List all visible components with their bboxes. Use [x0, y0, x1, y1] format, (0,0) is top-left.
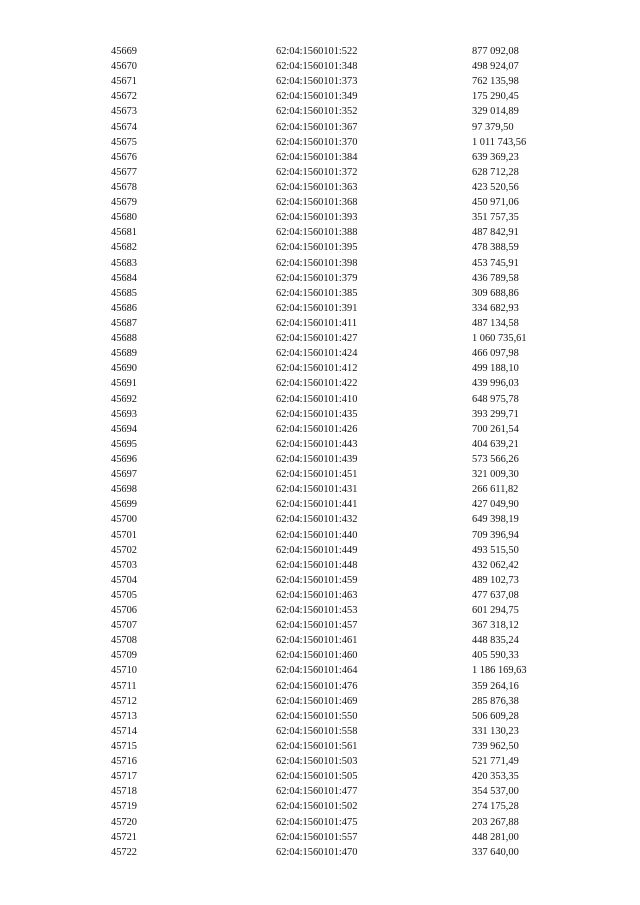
- cadastral-value: 628 712,28: [472, 166, 519, 178]
- cadastral-number: 62:04:1560101:550: [276, 710, 358, 722]
- cadastral-value: 448 281,00: [472, 831, 519, 843]
- table-row: [0, 618, 640, 633]
- row-number: 45720: [111, 816, 137, 828]
- cadastral-value: 487 842,91: [472, 227, 519, 239]
- table-row: [0, 376, 640, 391]
- cadastral-number: 62:04:1560101:476: [276, 680, 358, 692]
- cadastral-value: 493 515,50: [472, 544, 519, 556]
- row-number: 45705: [111, 589, 137, 601]
- cadastral-number: 62:04:1560101:363: [276, 181, 358, 193]
- cadastral-number: 62:04:1560101:449: [276, 544, 358, 556]
- cadastral-number: 62:04:1560101:441: [276, 499, 358, 511]
- cadastral-number: 62:04:1560101:460: [276, 650, 358, 662]
- cadastral-number: 62:04:1560101:349: [276, 91, 358, 103]
- cadastral-number: 62:04:1560101:459: [276, 574, 358, 586]
- table-row: [0, 165, 640, 180]
- cadastral-number: 62:04:1560101:352: [276, 106, 358, 118]
- table-row: [0, 497, 640, 512]
- table-row: [0, 392, 640, 407]
- cadastral-value: 639 369,23: [472, 151, 519, 163]
- cadastral-number: 62:04:1560101:440: [276, 529, 358, 541]
- cadastral-value: 393 299,71: [472, 408, 519, 420]
- row-number: 45687: [111, 317, 137, 329]
- row-number: 45679: [111, 197, 137, 209]
- table-row: [0, 769, 640, 784]
- cadastral-number: 62:04:1560101:412: [276, 363, 358, 375]
- row-number: 45689: [111, 348, 137, 360]
- row-number: 45703: [111, 559, 137, 571]
- row-number: 45719: [111, 801, 137, 813]
- cadastral-number: 62:04:1560101:431: [276, 484, 358, 496]
- row-number: 45688: [111, 333, 137, 345]
- table-row: [0, 633, 640, 648]
- cadastral-value: 423 520,56: [472, 181, 519, 193]
- table-row: [0, 452, 640, 467]
- row-number: 45707: [111, 620, 137, 632]
- cadastral-value: 499 188,10: [472, 363, 519, 375]
- table-row: [0, 89, 640, 104]
- cadastral-number: 62:04:1560101:561: [276, 741, 358, 753]
- table-row: [0, 784, 640, 799]
- cadastral-number: 62:04:1560101:522: [276, 46, 358, 57]
- cadastral-number: 62:04:1560101:385: [276, 287, 358, 299]
- cadastral-value: 487 134,58: [472, 317, 519, 329]
- data-table: [0, 44, 640, 860]
- cadastral-value: 175 290,45: [472, 91, 519, 103]
- cadastral-number: 62:04:1560101:464: [276, 665, 358, 677]
- cadastral-number: 62:04:1560101:461: [276, 635, 358, 647]
- row-number: 45722: [111, 846, 137, 858]
- cadastral-number: 62:04:1560101:502: [276, 801, 358, 813]
- table-row: [0, 120, 640, 135]
- table-row: [0, 316, 640, 331]
- cadastral-number: 62:04:1560101:410: [276, 393, 358, 405]
- cadastral-value: 432 062,42: [472, 559, 519, 571]
- row-number: 45701: [111, 529, 137, 541]
- table-row: [0, 210, 640, 225]
- cadastral-number: 62:04:1560101:367: [276, 121, 358, 133]
- cadastral-number: 62:04:1560101:391: [276, 302, 358, 314]
- cadastral-number: 62:04:1560101:398: [276, 257, 358, 269]
- cadastral-value: 477 637,08: [472, 589, 519, 601]
- table-row: [0, 59, 640, 74]
- cadastral-number: 62:04:1560101:463: [276, 589, 358, 601]
- table-row: [0, 543, 640, 558]
- cadastral-value: 762 135,98: [472, 76, 519, 88]
- cadastral-number: 62:04:1560101:439: [276, 453, 358, 465]
- cadastral-value: 367 318,12: [472, 620, 519, 632]
- table-row: [0, 482, 640, 497]
- row-number: 45721: [111, 831, 137, 843]
- row-number: 45694: [111, 423, 137, 435]
- table-row: [0, 346, 640, 361]
- table-row: [0, 150, 640, 165]
- cadastral-value: 521 771,49: [472, 756, 519, 768]
- row-number: 45681: [111, 227, 137, 239]
- row-number: 45717: [111, 771, 137, 783]
- cadastral-value: 648 975,78: [472, 393, 519, 405]
- cadastral-value: 1 060 735,61: [472, 333, 527, 345]
- row-number: 45686: [111, 302, 137, 314]
- row-number: 45714: [111, 725, 137, 737]
- cadastral-value: 1 186 169,63: [472, 665, 527, 677]
- table-row: [0, 407, 640, 422]
- cadastral-value: 739 962,50: [472, 741, 519, 753]
- cadastral-number: 62:04:1560101:435: [276, 408, 358, 420]
- cadastral-number: 62:04:1560101:384: [276, 151, 358, 163]
- cadastral-number: 62:04:1560101:395: [276, 242, 358, 254]
- row-number: 45670: [111, 61, 137, 73]
- cadastral-value: 337 640,00: [472, 846, 519, 858]
- cadastral-number: 62:04:1560101:557: [276, 831, 358, 843]
- cadastral-value: 700 261,54: [472, 423, 519, 435]
- cadastral-number: 62:04:1560101:503: [276, 756, 358, 768]
- cadastral-value: 436 789,58: [472, 272, 519, 284]
- cadastral-value: 285 876,38: [472, 695, 519, 707]
- row-number: 45697: [111, 469, 137, 481]
- cadastral-value: 649 398,19: [472, 514, 519, 526]
- cadastral-value: 427 049,90: [472, 499, 519, 511]
- table-row: [0, 573, 640, 588]
- cadastral-value: 448 835,24: [472, 635, 519, 647]
- table-row: [0, 271, 640, 286]
- row-number: 45675: [111, 136, 137, 148]
- cadastral-value: 331 130,23: [472, 725, 519, 737]
- cadastral-number: 62:04:1560101:457: [276, 620, 358, 632]
- row-number: 45708: [111, 635, 137, 647]
- row-number: 45710: [111, 665, 137, 677]
- row-number: 45676: [111, 151, 137, 163]
- table-row: [0, 361, 640, 376]
- cadastral-value: 404 639,21: [472, 438, 519, 450]
- table-row: [0, 240, 640, 255]
- cadastral-value: 478 388,59: [472, 242, 519, 254]
- table-row: [0, 180, 640, 195]
- cadastral-value: 321 009,30: [472, 469, 519, 481]
- cadastral-number: 62:04:1560101:388: [276, 227, 358, 239]
- cadastral-number: 62:04:1560101:422: [276, 378, 358, 390]
- cadastral-value: 354 537,00: [472, 786, 519, 798]
- cadastral-number: 62:04:1560101:427: [276, 333, 358, 345]
- cadastral-number: 62:04:1560101:470: [276, 846, 358, 858]
- cadastral-number: 62:04:1560101:475: [276, 816, 358, 828]
- row-number: 45673: [111, 106, 137, 118]
- table-row: [0, 663, 640, 678]
- cadastral-value: 877 092,08: [472, 46, 519, 57]
- row-number: 45685: [111, 287, 137, 299]
- table-row: [0, 558, 640, 573]
- row-number: 45700: [111, 514, 137, 526]
- cadastral-number: 62:04:1560101:469: [276, 695, 358, 707]
- cadastral-value: 601 294,75: [472, 605, 519, 617]
- table-row: [0, 588, 640, 603]
- cadastral-value: 709 396,94: [472, 529, 519, 541]
- table-row: [0, 422, 640, 437]
- table-row: [0, 830, 640, 845]
- table-row: [0, 739, 640, 754]
- row-number: 45716: [111, 756, 137, 768]
- cadastral-number: 62:04:1560101:348: [276, 61, 358, 73]
- cadastral-number: 62:04:1560101:368: [276, 197, 358, 209]
- row-number: 45696: [111, 453, 137, 465]
- row-number: 45698: [111, 484, 137, 496]
- cadastral-value: 266 611,82: [472, 484, 519, 496]
- cadastral-number: 62:04:1560101:426: [276, 423, 358, 435]
- row-number: 45678: [111, 181, 137, 193]
- table-row: [0, 845, 640, 860]
- cadastral-value: 274 175,28: [472, 801, 519, 813]
- row-number: 45671: [111, 76, 137, 88]
- row-number: 45706: [111, 605, 137, 617]
- row-number: 45715: [111, 741, 137, 753]
- row-number: 45682: [111, 242, 137, 254]
- table-row: [0, 603, 640, 618]
- table-row: [0, 74, 640, 89]
- row-number: 45693: [111, 408, 137, 420]
- row-number: 45711: [111, 680, 137, 692]
- table-row: [0, 286, 640, 301]
- table-row: [0, 301, 640, 316]
- cadastral-value: 334 682,93: [472, 302, 519, 314]
- table-row: [0, 694, 640, 709]
- table-row: [0, 724, 640, 739]
- cadastral-value: 506 609,28: [472, 710, 519, 722]
- cadastral-value: 439 996,03: [472, 378, 519, 390]
- cadastral-number: 62:04:1560101:443: [276, 438, 358, 450]
- cadastral-number: 62:04:1560101:453: [276, 605, 358, 617]
- row-number: 45702: [111, 544, 137, 556]
- cadastral-number: 62:04:1560101:448: [276, 559, 358, 571]
- table-row: [0, 709, 640, 724]
- row-number: 45669: [111, 46, 137, 57]
- table-row: [0, 437, 640, 452]
- cadastral-value: 1 011 743,56: [472, 136, 527, 148]
- table-row: [0, 799, 640, 814]
- table-row: [0, 467, 640, 482]
- cadastral-number: 62:04:1560101:370: [276, 136, 358, 148]
- cadastral-value: 309 688,86: [472, 287, 519, 299]
- table-row: [0, 135, 640, 150]
- table-row: [0, 528, 640, 543]
- cadastral-number: 62:04:1560101:373: [276, 76, 358, 88]
- row-number: 45672: [111, 91, 137, 103]
- table-row: [0, 679, 640, 694]
- cadastral-value: 420 353,35: [472, 771, 519, 783]
- cadastral-number: 62:04:1560101:393: [276, 212, 358, 224]
- cadastral-value: 405 590,33: [472, 650, 519, 662]
- table-row: [0, 195, 640, 210]
- cadastral-value: 573 566,26: [472, 453, 519, 465]
- row-number: 45712: [111, 695, 137, 707]
- row-number: 45690: [111, 363, 137, 375]
- cadastral-number: 62:04:1560101:451: [276, 469, 358, 481]
- cadastral-value: 359 264,16: [472, 680, 519, 692]
- row-number: 45718: [111, 786, 137, 798]
- table-row: [0, 225, 640, 240]
- table-row: [0, 44, 640, 59]
- cadastral-value: 351 757,35: [472, 212, 519, 224]
- cadastral-number: 62:04:1560101:432: [276, 514, 358, 526]
- cadastral-number: 62:04:1560101:379: [276, 272, 358, 284]
- cadastral-value: 203 267,88: [472, 816, 519, 828]
- cadastral-number: 62:04:1560101:558: [276, 725, 358, 737]
- table-row: [0, 331, 640, 346]
- row-number: 45680: [111, 212, 137, 224]
- row-number: 45709: [111, 650, 137, 662]
- cadastral-number: 62:04:1560101:411: [276, 317, 358, 329]
- row-number: 45695: [111, 438, 137, 450]
- row-number: 45704: [111, 574, 137, 586]
- table-row: [0, 512, 640, 527]
- table-row: [0, 256, 640, 271]
- row-number: 45684: [111, 272, 137, 284]
- table-row: [0, 815, 640, 830]
- table-row: [0, 104, 640, 119]
- row-number: 45691: [111, 378, 137, 390]
- row-number: 45674: [111, 121, 137, 133]
- cadastral-value: 453 745,91: [472, 257, 519, 269]
- cadastral-value: 329 014,89: [472, 106, 519, 118]
- row-number: 45683: [111, 257, 137, 269]
- cadastral-value: 97 379,50: [472, 121, 514, 133]
- row-number: 45692: [111, 393, 137, 405]
- cadastral-value: 450 971,06: [472, 197, 519, 209]
- table-row: [0, 648, 640, 663]
- table-row: [0, 754, 640, 769]
- cadastral-number: 62:04:1560101:424: [276, 348, 358, 360]
- cadastral-value: 466 097,98: [472, 348, 519, 360]
- row-number: 45713: [111, 710, 137, 722]
- row-number: 45677: [111, 166, 137, 178]
- cadastral-number: 62:04:1560101:505: [276, 771, 358, 783]
- cadastral-number: 62:04:1560101:372: [276, 166, 358, 178]
- cadastral-value: 498 924,07: [472, 61, 519, 73]
- row-number: 45699: [111, 499, 137, 511]
- cadastral-value: 489 102,73: [472, 574, 519, 586]
- cadastral-number: 62:04:1560101:477: [276, 786, 358, 798]
